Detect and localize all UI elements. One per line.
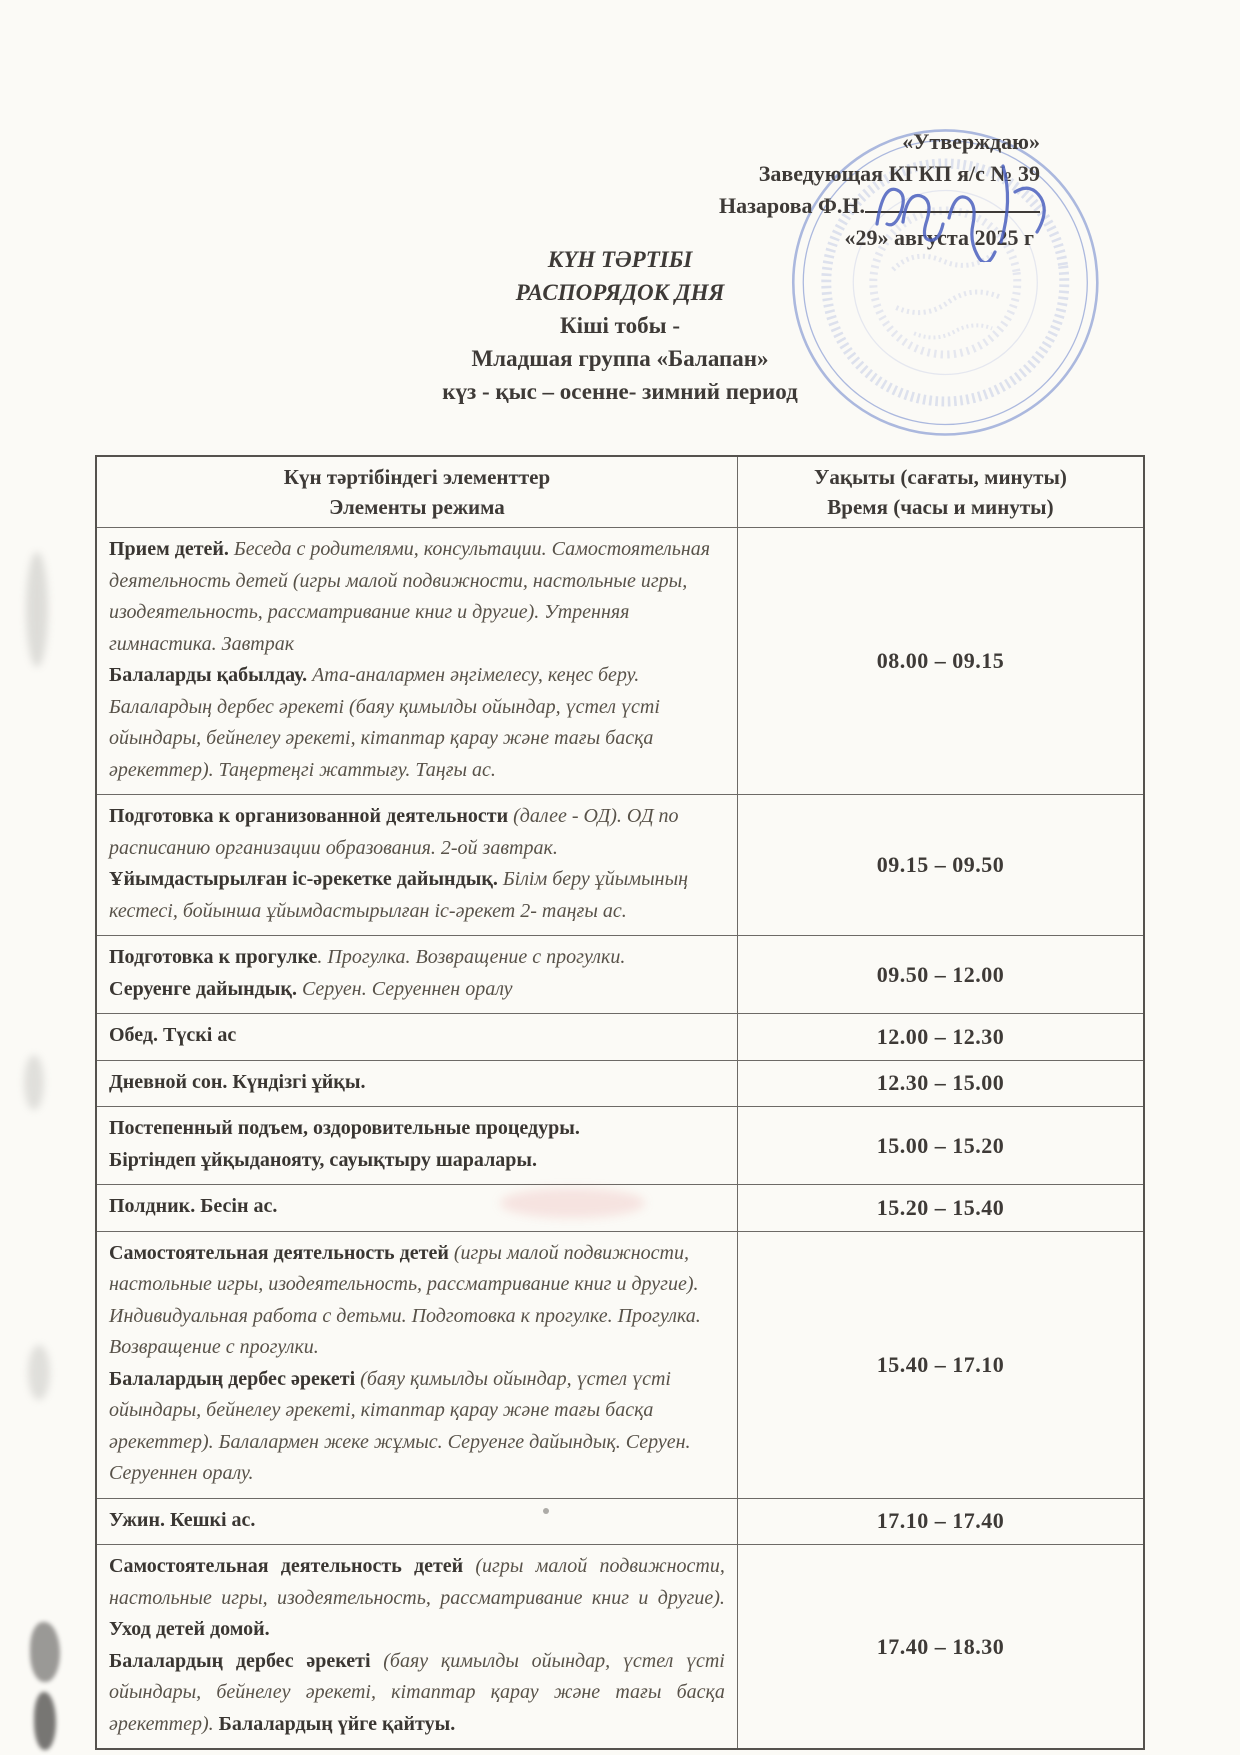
activity-cell [96, 1231, 737, 1498]
activity-cell [96, 795, 737, 936]
schedule-table [95, 455, 1145, 1750]
time-cell: 12.30 – 15.00 [737, 1060, 1144, 1107]
table-row [96, 936, 1144, 1014]
table-row [96, 1014, 1144, 1061]
header-row [96, 456, 1144, 528]
text-segment: Ата-аналармен әңгімелесу, кеңес беру. Балалардың дербес әрекеті (баяу қимылды ойындар, үстел үсті ойындары, бейнелеу әрекеті, кітаптар қарау және тағы басқа әрекеттер). Таңертеңгі жаттығу. Таңғы ас. [109, 664, 660, 781]
text-segment: Самостоятельная деятельность детей [109, 1241, 454, 1264]
title-russian: РАСПОРЯДОК ДНЯ [515, 280, 725, 305]
text-segment: Постепенный подъем, оздоровительные процедуры. [109, 1117, 580, 1139]
text-segment: Обед. Түскі ас [109, 1024, 237, 1046]
header-time [737, 456, 1144, 528]
text-segment: Балалардың дербес әрекеті [109, 1649, 384, 1672]
document-title-block [95, 243, 1145, 408]
text-segment: Полдник. Бесін ас. [109, 1195, 278, 1217]
scan-artifact [30, 1622, 60, 1682]
signature-line [865, 191, 1040, 213]
activity-cell [96, 1107, 737, 1185]
table-row [96, 1545, 1144, 1750]
activity-cell [96, 1545, 737, 1750]
text-segment: Беседа с родителями, консультации. Самостоятельная деятельность детей (игры малой подвижности, настольные игры, изодеятельность, рассматривание книг и другие). Утренняя гимнастика. Завтрак [109, 538, 711, 655]
title-kazakh: КҮН ТӘРТІБІ [547, 247, 693, 272]
schedule-table-head [96, 456, 1144, 528]
text-segment: Балалардың дербес әрекеті [109, 1367, 361, 1390]
text-segment: Серуен. Серуеннен оралу [301, 977, 513, 1000]
text-segment: Серуенге дайындық. [109, 977, 302, 1000]
text-segment: Білім беру ұйымының кестесі, бойынша ұйымдастырылған іс-әрекет 2- таңғы ас. [109, 868, 689, 922]
activity-cell [96, 1060, 737, 1107]
table-row [96, 795, 1144, 936]
text-segment: (игры малой подвижности, настольные игры, изодеятельность, рассматривание книг и другие). [109, 1555, 725, 1609]
approval-block [719, 126, 1040, 254]
activity-cell [96, 528, 737, 795]
activity-cell [96, 936, 737, 1014]
table-row [96, 528, 1144, 795]
time-cell: 15.20 – 15.40 [737, 1185, 1144, 1232]
time-cell: 15.00 – 15.20 [737, 1107, 1144, 1185]
time-cell: 17.40 – 18.30 [737, 1545, 1144, 1750]
schedule-table-body [96, 528, 1144, 1750]
text-segment: Ужин. Кешкі ас. [109, 1508, 256, 1531]
header-time-kazakh: Уақыты (сағаты, минуты) [814, 465, 1067, 489]
activity-cell [96, 1498, 737, 1545]
scan-artifact [34, 1692, 56, 1750]
header-activity [96, 456, 737, 528]
approval-line-head: Заведующая КГКП я/с № 39 [758, 161, 1040, 186]
header-activity-russian: Элементы режима [329, 495, 505, 519]
table-row [96, 1060, 1144, 1107]
approval-name: Назарова Ф.Н. [718, 193, 865, 218]
group-name-kazakh: Кіші тобы - [560, 313, 680, 338]
period-line: күз - қыс – осенне- зимний период [442, 379, 798, 404]
scan-artifact [26, 552, 48, 667]
time-cell: 17.10 – 17.40 [737, 1498, 1144, 1545]
time-cell: 15.40 – 17.10 [737, 1231, 1144, 1498]
text-segment: Подготовка к прогулке [109, 946, 318, 968]
approval-name-row [719, 190, 1040, 222]
time-cell: 09.50 – 12.00 [737, 936, 1144, 1014]
table-row [96, 1231, 1144, 1498]
text-segment: Дневной сон. Күндізгі ұйқы. [109, 1070, 366, 1093]
header-activity-kazakh: Күн тәртібіндегі элементтер [283, 465, 551, 489]
time-cell: 09.15 – 09.50 [737, 795, 1144, 936]
text-segment: (далее - ОД). ОД по расписанию организации образования. 2-ой завтрак. [109, 805, 679, 859]
text-segment: Подготовка к организованной деятельности [109, 805, 514, 827]
text-segment: (игры малой подвижности, настольные игры, изодеятельность, рассматривание книг и другие). Индивидуальная работа с детьми. Подготовка к прогулке. Прогулка. Возвращение с прогулки. [109, 1241, 701, 1358]
text-segment: Балалардың үйге қайтуы. [218, 1712, 456, 1735]
table-row [96, 1107, 1144, 1185]
text-segment: Ұйымдастырылған іс-әрекетке дайындық. [109, 868, 503, 890]
activity-cell [96, 1014, 737, 1061]
approval-date: «29» августа 2025 г [844, 225, 1034, 250]
text-segment: Прием детей. [109, 538, 234, 560]
group-name-russian: Младшая группа «Балапан» [471, 346, 769, 371]
text-segment: (баяу қимылды ойындар, үстел үсті ойындары, бейнелеу әрекеті, кітаптар қарау және тағы басқа әрекеттер). [109, 1649, 725, 1735]
text-segment: Уход детей домой. [109, 1618, 270, 1640]
table-row [96, 1185, 1144, 1232]
table-row [96, 1498, 1144, 1545]
time-cell: 08.00 – 09.15 [737, 528, 1144, 795]
header-time-russian: Время (часы и минуты) [827, 495, 1054, 519]
text-segment: Балаларды қабылдау. [109, 664, 313, 686]
text-segment: (баяу қимылды ойындар, үстел үсті ойындары, бейнелеу әрекеті, кітаптар қарау және тағы басқа әрекеттер). Балалармен жеке жұмыс. Серуенге дайындық. Серуен. Серуеннен оралу. [109, 1367, 691, 1484]
scan-artifact [28, 1345, 50, 1400]
activity-cell [96, 1185, 737, 1232]
time-cell: 12.00 – 12.30 [737, 1014, 1144, 1061]
approval-line-utverzhdayu: «Утверждаю» [902, 129, 1040, 154]
text-segment: Самостоятельная деятельность детей [109, 1555, 476, 1577]
text-segment: Біртіндеп ұйқыданояту, сауықтыру шаралары. [109, 1148, 538, 1171]
text-segment: . Прогулка. Возвращение с прогулки. [317, 946, 626, 968]
scan-artifact [24, 1055, 44, 1110]
